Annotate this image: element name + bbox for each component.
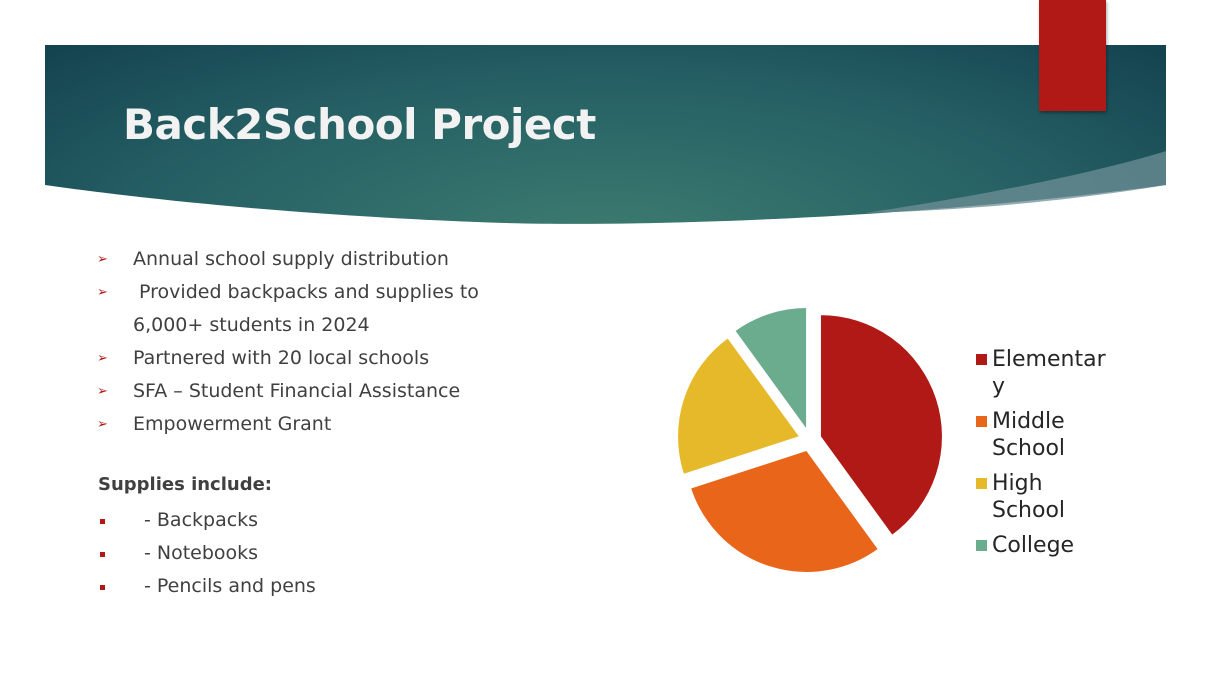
bullet-text: Provided backpacks and supplies to xyxy=(133,281,479,303)
bullet-text: Partnered with 20 local schools xyxy=(133,347,430,369)
bullet-text: SFA – Student Financial Assistance xyxy=(133,380,461,402)
square-bullet-icon xyxy=(100,585,105,590)
bullet-text: 6,000+ students in 2024 xyxy=(133,314,370,336)
supply-text: - Backpacks xyxy=(144,509,259,531)
chart-legend xyxy=(975,346,1107,567)
bullet-item xyxy=(97,276,479,309)
legend-item-middle-school xyxy=(975,408,1107,462)
square-bullet-icon xyxy=(100,519,105,524)
arrow-bullet-icon: ➢ xyxy=(97,252,108,267)
supplies-list xyxy=(97,504,316,603)
legend-item-college xyxy=(975,532,1107,559)
supply-text: - Pencils and pens xyxy=(144,575,316,597)
square-bullet-icon xyxy=(100,552,105,557)
arrow-bullet-icon: ➢ xyxy=(97,384,108,399)
bullet-list xyxy=(97,243,479,441)
arrow-bullet-icon: ➢ xyxy=(97,417,108,432)
slide-title: Back2School Project xyxy=(123,100,596,149)
legend-label: High School xyxy=(992,471,1066,523)
supply-text: - Notebooks xyxy=(144,542,259,564)
supply-item xyxy=(97,570,316,603)
bullet-item xyxy=(97,375,479,408)
accent-tab xyxy=(1039,0,1106,111)
legend-item-high-school xyxy=(975,470,1107,524)
legend-swatch xyxy=(976,478,987,489)
supplies-heading: Supplies include: xyxy=(98,474,273,495)
bullet-text: Empowerment Grant xyxy=(133,413,332,435)
legend-swatch xyxy=(976,354,987,365)
bullet-item xyxy=(97,408,479,441)
pie-chart xyxy=(650,290,970,600)
supply-item xyxy=(97,537,316,570)
legend-label: Middle School xyxy=(992,409,1066,461)
legend-label: College xyxy=(992,533,1075,558)
bullet-text: Annual school supply distribution xyxy=(133,248,449,270)
bullet-continuation xyxy=(97,309,479,342)
bullet-item xyxy=(97,342,479,375)
legend-swatch xyxy=(976,416,987,427)
bullet-item xyxy=(97,243,479,276)
legend-label: Elementary xyxy=(992,347,1106,399)
legend-swatch xyxy=(976,540,987,551)
legend-item-elementary xyxy=(975,346,1107,400)
supply-item xyxy=(97,504,316,537)
arrow-bullet-icon: ➢ xyxy=(97,285,108,300)
arrow-bullet-icon: ➢ xyxy=(97,351,108,366)
